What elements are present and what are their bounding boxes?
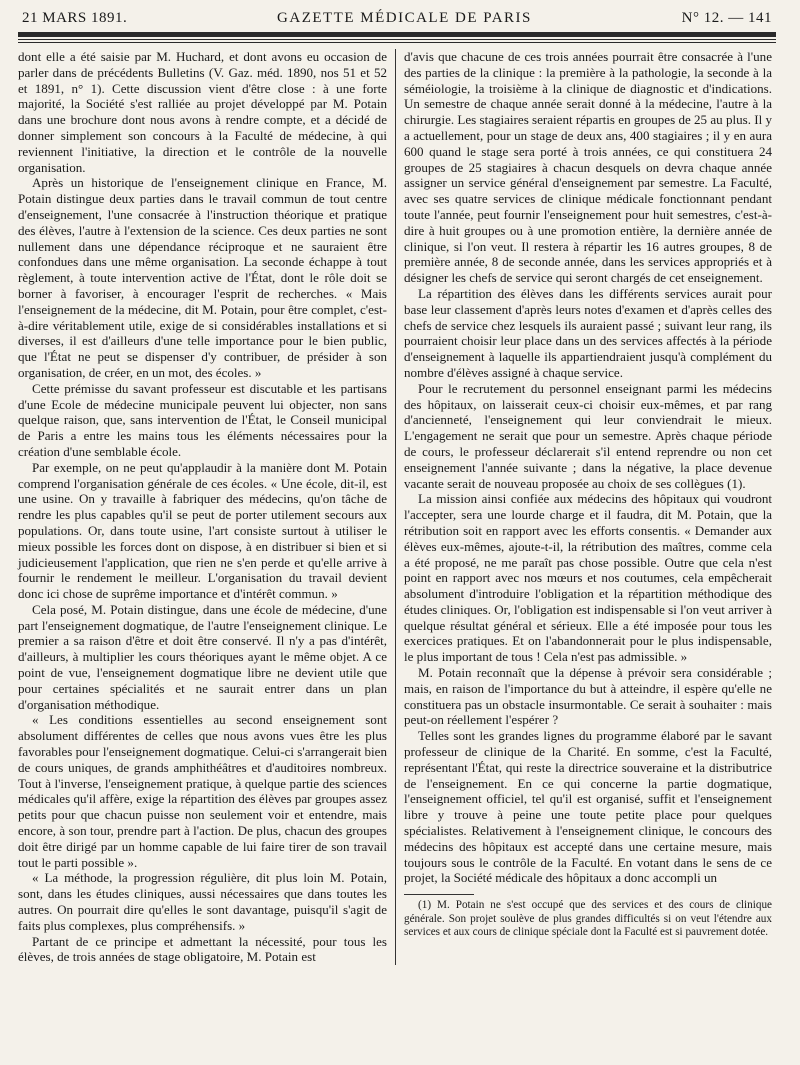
right-column xyxy=(395,49,772,965)
paragraph: La mission ainsi confiée aux médecins des hôpitaux qui voudront l'accepter, sera une lourde charge et il faudra, dit M. Potain, que la rétribution soit en rapport avec les efforts consentis. « Demander aux élèves eux-mêmes, ajoute-t-il, la rétribution des maîtres, comme cela a été proposé, ne me paraît pas chose possible. Outre que cela n'est point en rapport avec nos mœurs et nos coutumes, cela empêcherait absolument d'introduire l'obligation et la répartition méthodique des études cliniques. Or, l'obligation est indispensable si l'on veut arriver à quelque résultat général et sérieux. Elle a été imposée pour tous les exercices pratiques. Et on l'abandonnerait pour le plus indispensable, le plus important de tous ! Cela n'est pas admissible. » xyxy=(404,491,772,665)
paragraph: Cette prémisse du savant professeur est discutable et les partisans d'une Ecole de médecine municipale peuvent lui objecter, non sans quelque raison, que, sans intervention de l'État, le Conseil municipal de Paris a entre les mains tous les éléments nécessaires pour la création d'une semblable école. xyxy=(18,380,387,459)
paragraph: Par exemple, on ne peut qu'applaudir à la manière dont M. Potain comprend l'organisation générale de ces écoles. « Une école, dit-il, est une usine. On y travaille à fabriquer des médecins, qu'on tâche de rendre les plus capables qu'il se peut de porter utilement secours aux populations. Or, dans toute usine, l'art consiste surtout à utiliser le mieux possible les forces dont on dispose, à en distribuer si bien et si judicieusement l'application, que rien ne s'en perde et qu'elle arrive à fournir le rendement le meilleur. L'organisation du travail devient donc ici chose de suprême importance et d'intérêt commun. » xyxy=(18,459,387,602)
paragraph: Partant de ce principe et admettant la nécessité, pour tous les élèves, de trois années de stage obligatoire, M. Potain est xyxy=(18,933,387,965)
paragraph: « Les conditions essentielles au second enseignement sont absolument différentes de celles que nous avons vues être les plus favorables pour l'enseignement dogmatique. Celui-ci s'arrangerait bien de cours uniques, de grands amphithéâtres et d'auditoires nombreux. Tout à l'inverse, l'enseignement pratique, à quelque partie des sciences médicales qu'il affère, exige la répartition des élèves par groupes assez petits pour que chacun puisse non seulement voir et entendre, mais encore, à son tour, prendre part à l'action. De plus, chacun des groupes doit être dirigé par un homme capable de lui faire tirer de son travail tout le parti possible ». xyxy=(18,712,387,870)
footnote: (1) M. Potain ne s'est occupé que des services et des cours de clinique générale. Son projet soulève de plus grandes difficultés si on veut l'étendre aux services et aux cours de clinique spéciale dont la Faculté est si pauvrement dotée. xyxy=(404,899,772,939)
header-date: 21 MARS 1891. xyxy=(22,10,128,26)
footnote-rule xyxy=(404,894,474,895)
header-rule xyxy=(18,32,776,37)
paragraph: « La méthode, la progression régulière, dit plus loin M. Potain, sont, dans les études cliniques, aussi nécessaires que dans toutes les autres. On pourrait dire qu'elles le sont davantage, puisqu'il s'agit de faits plus complexes, plus compréhensifs. » xyxy=(18,870,387,933)
paragraph: Cela posé, M. Potain distingue, dans une école de médecine, d'une part l'enseignement dogmatique, de l'autre l'enseignement clinique. Le premier a sa raison d'être et doit être conservé. Il n'y a pas d'intérêt, d'ailleurs, à multiplier les cours théoriques ayant le même objet. A ce point de vue, l'enseignement dogmatique libre ne devient utile que pour certaines spécialités et ne saurait entrer dans un plan d'organisation méthodique. xyxy=(18,601,387,712)
issue-page-number: N° 12. — 141 xyxy=(681,10,772,26)
paragraph: Telles sont les grandes lignes du programme élaboré par le savant professeur de clinique de la Charité. En somme, c'est la Faculté, représentant l'État, qui reste la directrice souveraine et la distributrice de l'enseignement. En ce qui concerne la partie dogmatique, l'enseignement officiel, tel qu'il est organisé, suffit et l'enseignement libre y trouve à peine une toute petite place pour quelques spécialistes. Relativement à l'enseignement clinique, le concours des médecins des hôpitaux est accepté dans une certaine mesure, mais toujours sous le contrôle de la Faculté. En votant dans le sens de ce projet, la Société médicale des hôpitaux a donc accompli un xyxy=(404,728,772,886)
paragraph: d'avis que chacune de ces trois années pourrait être consacrée à l'une des parties de la clinique : la première à la pathologie, la seconde à la séméiologie, la troisième à la clinique de diagnostic et d'indications. Un semestre de chaque année serait donné à la médecine, l'autre à la chirurgie. Les stagiaires seraient répartis en groupes de 25 au plus. Il y a actuellement, pour un stage de deux ans, 400 stagiaires ; il y en aura 600 quand le stage sera porté à trois années, ce qui constituera 24 groupes de 25 stagiaires à chacun desquels on devra chaque année assigner un service général d'enseignement par semestre. La Faculté, avec ses quatre services de clinique médicale fonctionnant pendant toute l'année, peut fournir l'enseignement pour huit semestres, c'est-à-dire à huit groupes ou à une promotion entière, la dernière année de clinique, si l'on veut. Il restera à répartir les 16 autres groupes, 8 de première année, 8 de seconde année, dans les services appropriés et à désigner les chefs de service qui seront chargés de cet enseignement. xyxy=(404,49,772,286)
text-columns xyxy=(18,49,776,965)
paragraph: Pour le recrutement du personnel enseignant parmi les médecins des hôpitaux, on laisserait ceux-ci choisir eux-mêmes, et par rang d'ancienneté, l'enseignement qui leur conviendrait le mieux. L'engagement ne serait que pour un semestre. Après chaque période de cours, le professeur déclarerait s'il entend reprendre ou non cet enseignement l'année suivante ; dans la négative, la place devenue vacante serait de nouveau proposée au choix de ses collègues (1). xyxy=(404,380,772,491)
paragraph: dont elle a été saisie par M. Huchard, et dont avons eu occasion de parler dans de précédents Bulletins (V. Gaz. méd. 1890, nos 51 et 52 et 1891, n° 1). Cette discussion vient d'être close : à une forte majorité, la Société s'est ralliée au projet développé par M. Potain dans une brochure dont nous avons à rendre compte, et a décidé de donner simplement son concours à la Faculté de médecine, à qui reviennent l'initiative, la direction et le contrôle de la nouvelle organisation. xyxy=(18,49,387,175)
page-header xyxy=(18,10,776,30)
paragraph: Après un historique de l'enseignement clinique en France, M. Potain distingue deux parties dans le travail commun de tout centre d'enseignement, l'une consacrée à l'instruction théorique et pratique des élèves, l'autre à l'extension de la science. Ces deux parties ne sont nullement dans une dépendance réciproque et ne sauraient être confondues dans une même organisation. La seconde échappe à tout règlement, à toute intervention active de l'État, dont le rôle doit se borner à favoriser, à encourager l'esprit de recherches. « Mais l'enseignement de la médecine, dit M. Potain, pour être complet, c'est-à-dire véritablement utile, exige de si considérables installations et si diverses, il est d'ailleurs d'une telle importance pour le bien public, que l'État ne peut se dispenser d'y contribuer, de présider à son organisation, de créer, en un mot, des écoles. » xyxy=(18,175,387,380)
paragraph: M. Potain reconnaît que la dépense à prévoir sera considérable ; mais, en raison de l'importance du but à atteindre, il espère qu'elle ne constituera pas un obstacle insurmontable. Ce serait à souhaiter : mais peut-on réellement l'espérer ? xyxy=(404,665,772,728)
journal-title: GAZETTE MÉDICALE DE PARIS xyxy=(277,10,532,26)
header-double-rule xyxy=(18,39,776,43)
paragraph: La répartition des élèves dans les différents services aurait pour base leur classement d'après leurs notes d'examen et d'après celles des chefs de service chez lesquels ils auraient passé ; suivant leur rang, ils pourraient choisir leur place dans un des services affectés à la période d'enseignement à laquelle ils appartiendraient jusqu'à complément du nombre d'élèves assigné à chaque service. xyxy=(404,285,772,380)
left-column xyxy=(18,49,395,965)
